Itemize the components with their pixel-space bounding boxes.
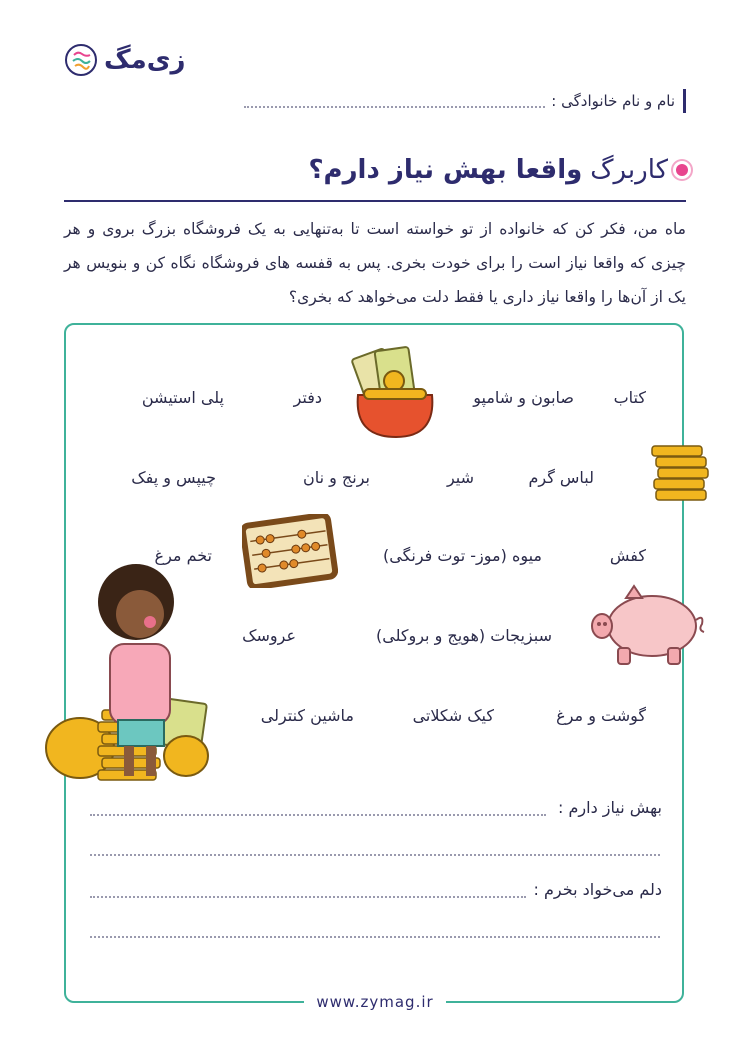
item-book: کتاب: [613, 388, 646, 407]
name-field: [64, 88, 686, 114]
item-notebook: دفتر: [293, 388, 322, 407]
title-bullet-icon: [676, 164, 688, 176]
need-line-1[interactable]: [90, 812, 546, 816]
intro-paragraph: ماه من، فکر کن که خانواده از تو خواسته است تا به‌تنهایی به یک فروشگاه بزرگ بروی و هر چیزی که واقعا نیاز است را برای خودت بخری. پس به قفسه های فروشگاه نگاه کن و بنویس هر یک از آن‌ها را واقعا نیاز داری یا فقط دلت می‌خواهد که بخری؟: [64, 220, 686, 306]
name-field-line[interactable]: [244, 94, 545, 108]
item-warm-clothes: لباس گرم: [528, 468, 594, 487]
want-label: دلم می‌خواد بخرم :: [533, 880, 662, 899]
piggy-bank-icon: [590, 584, 710, 668]
title-bold: واقعا بهش نیاز دارم؟: [308, 155, 583, 185]
item-milk: شیر: [446, 468, 474, 487]
purse-money-icon: [344, 345, 444, 445]
item-fruit: میوه (موز- توت فرنگی): [382, 546, 542, 565]
title-divider: [64, 200, 686, 202]
name-field-label: نام و نام خانوادگی :: [551, 92, 675, 110]
brand-logo: [64, 40, 186, 80]
want-line-2[interactable]: [90, 934, 660, 938]
website-footer: [0, 993, 750, 1011]
thinking-girl-illustration: [40, 560, 220, 782]
need-label: بهش نیاز دارم :: [558, 798, 662, 817]
item-chips: چیپس و پفک: [131, 468, 216, 487]
brain-logo-icon: [64, 43, 98, 77]
page-title: [308, 150, 688, 190]
want-line-1[interactable]: [90, 894, 526, 898]
item-playstation: پلی استیشن: [141, 388, 224, 407]
item-cake: کیک شکلاتی: [412, 706, 494, 725]
item-eggs: تخم مرغ: [154, 546, 212, 565]
item-rice-bread: برنج و نان: [302, 468, 370, 487]
item-soap: صابون و شامپو: [473, 388, 574, 407]
item-vegetables: سبزیجات (هویج و بروکلی): [376, 626, 552, 645]
need-line-2[interactable]: [90, 852, 660, 856]
item-shoes: کفش: [609, 546, 646, 565]
name-field-accent: [683, 89, 686, 113]
abacus-icon: [242, 514, 338, 588]
item-meat: گوشت و مرغ: [556, 706, 646, 725]
title-normal: کاربرگ: [590, 155, 668, 185]
website-link[interactable]: www.zymag.ir: [304, 993, 445, 1011]
item-doll: عروسک: [242, 626, 296, 645]
coin-stack-icon: [648, 442, 712, 508]
logo-text: زی‌مگ: [104, 45, 186, 75]
item-rc-car: ماشین کنترلی: [260, 706, 354, 725]
